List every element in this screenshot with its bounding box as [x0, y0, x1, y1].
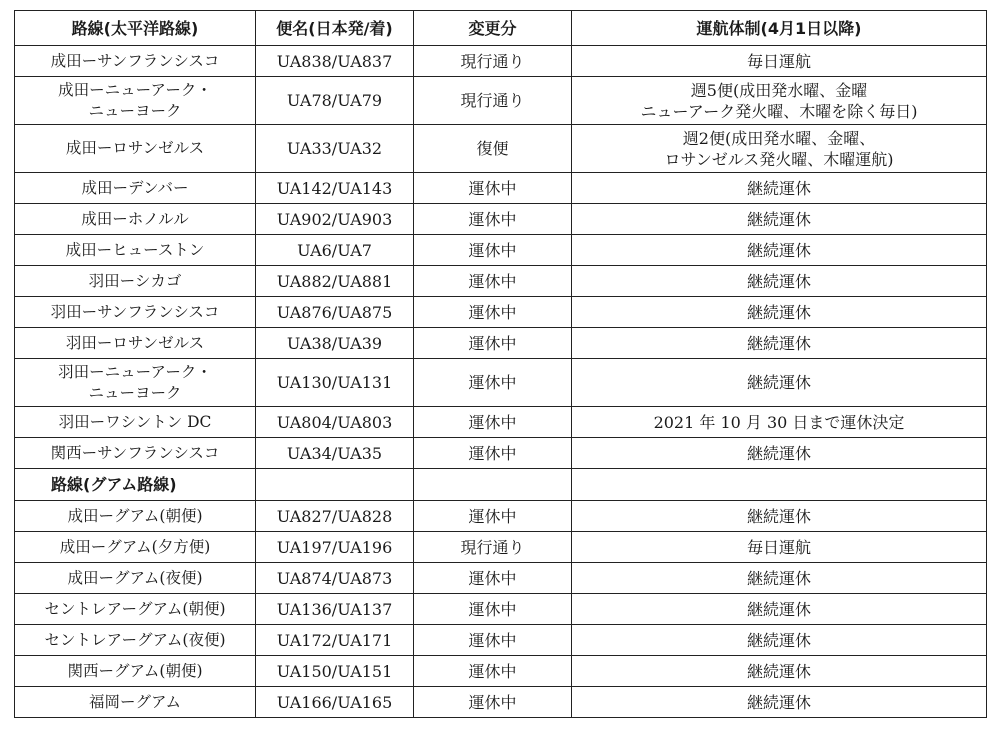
- header-row: [15, 11, 987, 46]
- route-cell-line: ニューヨーク: [88, 383, 182, 402]
- table-row: [15, 173, 987, 204]
- flight-schedule-table-wrapper: [14, 10, 986, 718]
- flight-number-cell: UA804/UA803: [256, 407, 414, 438]
- flight-number-cell: UA38/UA39: [256, 328, 414, 359]
- route-cell-line: セントレアーグアム(夜便): [44, 630, 226, 649]
- route-cell-line: 成田ーグアム(朝便): [67, 506, 203, 525]
- table-row: [15, 625, 987, 656]
- route-cell-line: 羽田ーシカゴ: [88, 271, 182, 290]
- change-cell: 運休中: [414, 328, 572, 359]
- change-cell: 運休中: [414, 501, 572, 532]
- route-cell: [15, 328, 256, 359]
- schedule-cell-line: 週2便(成田発水曜、金曜、: [682, 128, 876, 148]
- table-row: [15, 687, 987, 718]
- flight-number-cell: UA150/UA151: [256, 656, 414, 687]
- route-cell: [15, 687, 256, 718]
- table-row: [15, 359, 987, 407]
- header-schedule: 運航体制(4月1日以降): [572, 11, 987, 46]
- change-cell: 運休中: [414, 235, 572, 266]
- route-cell: [15, 563, 256, 594]
- route-cell-line: 成田ーデンバー: [81, 178, 189, 197]
- header-flight-number: 便名(日本発/着): [256, 11, 414, 46]
- change-cell: 運休中: [414, 266, 572, 297]
- route-cell-line: 成田ーヒューストン: [65, 240, 205, 259]
- schedule-cell: [572, 204, 987, 235]
- flight-number-cell: UA142/UA143: [256, 173, 414, 204]
- header-change: 変更分: [414, 11, 572, 46]
- schedule-cell: [572, 125, 987, 173]
- table-row: [15, 438, 987, 469]
- change-cell: 運休中: [414, 407, 572, 438]
- flight-number-cell: UA166/UA165: [256, 687, 414, 718]
- flight-number-cell: UA130/UA131: [256, 359, 414, 407]
- route-cell: [15, 656, 256, 687]
- schedule-cell: [572, 359, 987, 407]
- schedule-cell: [572, 563, 987, 594]
- guam-section-row: [15, 469, 987, 501]
- flight-number-cell: UA838/UA837: [256, 46, 414, 77]
- schedule-cell-line: 継続運休: [746, 209, 811, 229]
- schedule-cell-line: 継続運休: [746, 506, 811, 526]
- route-cell: [15, 594, 256, 625]
- header-route: 路線(太平洋路線): [15, 11, 256, 46]
- table-row: [15, 501, 987, 532]
- table-row: [15, 328, 987, 359]
- table-row: [15, 532, 987, 563]
- route-cell: [15, 359, 256, 407]
- schedule-cell-line: ロサンゼルス発火曜、木曜運航): [664, 149, 894, 169]
- route-cell-line: ニューヨーク: [88, 101, 182, 120]
- table-row: [15, 297, 987, 328]
- flight-number-cell: UA874/UA873: [256, 563, 414, 594]
- route-cell: [15, 297, 256, 328]
- flight-number-cell: UA34/UA35: [256, 438, 414, 469]
- schedule-cell: [572, 266, 987, 297]
- change-cell: 復便: [414, 125, 572, 173]
- schedule-cell: [572, 407, 987, 438]
- change-cell: 運休中: [414, 359, 572, 407]
- route-cell-line: 関西ーサンフランシスコ: [50, 443, 220, 462]
- schedule-cell: [572, 656, 987, 687]
- route-cell: [15, 125, 256, 173]
- schedule-cell-line: 継続運休: [746, 302, 811, 322]
- table-row: [15, 46, 987, 77]
- change-cell: 運休中: [414, 625, 572, 656]
- schedule-cell: [572, 46, 987, 77]
- flight-number-cell: UA172/UA171: [256, 625, 414, 656]
- schedule-cell-line: 継続運休: [746, 568, 811, 588]
- table-row: [15, 204, 987, 235]
- route-cell: [15, 438, 256, 469]
- flight-number-cell: UA876/UA875: [256, 297, 414, 328]
- schedule-cell-line: 継続運休: [746, 630, 811, 650]
- table-row: [15, 77, 987, 125]
- flight-schedule-table: [14, 10, 987, 718]
- route-cell-line: 成田ーロサンゼルス: [65, 139, 205, 157]
- schedule-cell: [572, 173, 987, 204]
- route-cell-line: 成田ーサンフランシスコ: [50, 51, 220, 70]
- schedule-cell-line: 継続運休: [746, 271, 811, 291]
- route-cell: [15, 407, 256, 438]
- flight-number-cell: UA33/UA32: [256, 125, 414, 173]
- table-row: [15, 656, 987, 687]
- schedule-cell: [572, 328, 987, 359]
- guam-routes-body: [15, 501, 987, 718]
- schedule-cell-line: 継続運休: [746, 333, 811, 353]
- schedule-cell: [572, 687, 987, 718]
- table-row: [15, 563, 987, 594]
- schedule-cell: [572, 625, 987, 656]
- pacific-routes-body: [15, 46, 987, 469]
- schedule-cell-line: 継続運休: [746, 178, 811, 198]
- flight-number-cell: UA136/UA137: [256, 594, 414, 625]
- flight-number-cell: UA902/UA903: [256, 204, 414, 235]
- flight-number-cell: UA827/UA828: [256, 501, 414, 532]
- schedule-cell-line: ニューアーク発火曜、木曜を除く毎日): [640, 101, 918, 121]
- guam-section-empty-cell: [414, 469, 572, 501]
- change-cell: 運休中: [414, 687, 572, 718]
- route-cell: [15, 532, 256, 563]
- table-row: [15, 235, 987, 266]
- guam-section-body: [15, 469, 987, 501]
- route-cell-line: 羽田ーワシントン DC: [58, 412, 212, 431]
- schedule-cell-line: 継続運休: [746, 240, 811, 260]
- route-cell-line: 羽田ーニューアーク・: [58, 362, 212, 381]
- schedule-cell: [572, 438, 987, 469]
- guam-section-empty-cell: [572, 469, 987, 501]
- schedule-cell: [572, 235, 987, 266]
- route-cell-line: 成田ーニューアーク・: [58, 80, 212, 99]
- change-cell: 現行通り: [414, 532, 572, 563]
- flight-number-cell: UA6/UA7: [256, 235, 414, 266]
- schedule-cell: [572, 532, 987, 563]
- route-cell-line: 福岡ーグアム: [89, 692, 181, 711]
- schedule-cell-line: 週5便(成田発水曜、金曜: [690, 80, 868, 100]
- schedule-cell-line: 毎日運航: [746, 51, 811, 71]
- schedule-cell-line: 継続運休: [746, 661, 811, 681]
- schedule-cell-line: 継続運休: [746, 599, 811, 619]
- change-cell: 運休中: [414, 204, 572, 235]
- route-cell: [15, 266, 256, 297]
- flight-number-cell: UA882/UA881: [256, 266, 414, 297]
- route-cell: [15, 625, 256, 656]
- schedule-cell: [572, 501, 987, 532]
- schedule-cell-line: 継続運休: [746, 692, 811, 712]
- change-cell: 現行通り: [414, 46, 572, 77]
- route-cell: [15, 173, 256, 204]
- schedule-cell: [572, 77, 987, 125]
- schedule-cell-line: 継続運休: [746, 373, 811, 392]
- change-cell: 運休中: [414, 438, 572, 469]
- route-cell: [15, 77, 256, 125]
- change-cell: 運休中: [414, 594, 572, 625]
- change-cell: 運休中: [414, 563, 572, 594]
- table-row: [15, 125, 987, 173]
- table-row: [15, 407, 987, 438]
- route-cell-line: 成田ーグアム(夕方便): [59, 537, 211, 556]
- schedule-cell-line: 2021 年 10 月 30 日まで運休決定: [653, 412, 905, 432]
- schedule-cell: [572, 297, 987, 328]
- route-cell-line: 成田ーホノルル: [81, 209, 189, 228]
- schedule-cell-line: 継続運休: [746, 443, 811, 463]
- change-cell: 現行通り: [414, 77, 572, 125]
- guam-section-label: 路線(グアム路線): [15, 469, 256, 501]
- route-cell-line: セントレアーグアム(朝便): [44, 599, 226, 618]
- route-cell-line: 羽田ーサンフランシスコ: [50, 302, 220, 321]
- table-row: [15, 594, 987, 625]
- change-cell: 運休中: [414, 173, 572, 204]
- change-cell: 運休中: [414, 656, 572, 687]
- flight-number-cell: UA78/UA79: [256, 77, 414, 125]
- change-cell: 運休中: [414, 297, 572, 328]
- route-cell: [15, 235, 256, 266]
- route-cell: [15, 46, 256, 77]
- route-cell-line: 羽田ーロサンゼルス: [65, 333, 205, 352]
- schedule-cell: [572, 594, 987, 625]
- guam-section-empty-cell: [256, 469, 414, 501]
- route-cell-line: 関西ーグアム(朝便): [67, 661, 203, 680]
- table-row: [15, 266, 987, 297]
- flight-number-cell: UA197/UA196: [256, 532, 414, 563]
- route-cell: [15, 204, 256, 235]
- schedule-cell-line: 毎日運航: [746, 537, 811, 557]
- route-cell: [15, 501, 256, 532]
- route-cell-line: 成田ーグアム(夜便): [67, 568, 203, 587]
